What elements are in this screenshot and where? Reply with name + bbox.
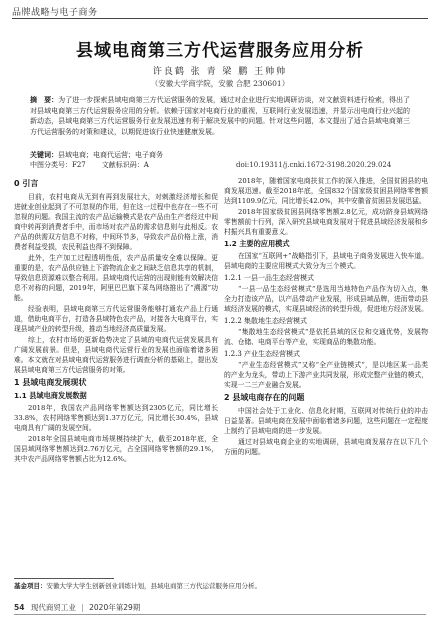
paragraph: 经验表明，县域电商第三方代运营服务能够打通农产品上行通道，借助电商平台，打造各县域特色农产品，对接各大电商平台，实现县域产业的转型升级，推动当地经济高质量发展。	[14, 305, 218, 333]
abstract-label: 摘 要：	[30, 96, 59, 104]
keywords-text: 县域电商；电商代运营；电子商务	[58, 151, 163, 159]
paragraph: 2018年国家级贫困县网络零售额2.8亿元，成功跻身县域网络零售额前十行列，深入研究县域电商发展对于促进县域经济发展和乡村振兴具有重要意义。	[224, 208, 428, 236]
keywords-label: 关键词：	[30, 151, 58, 159]
section-heading: 1.1 县域电商发展数据	[14, 391, 87, 400]
abstract	[30, 95, 410, 137]
footer-separator: |	[81, 603, 84, 612]
authors: 许良鹤 张 青 梁 鹏 王帅帅	[152, 67, 288, 77]
affiliation: （安徽大学商学院，安徽 合肥 230601）	[150, 79, 290, 88]
body-column-left	[14, 176, 218, 465]
paragraph: 2018年，我国农产品网络零售额达到2305亿元，同比增长33.8%，农村网络零售额达到1.37万亿元，同比增长30.4%，县域电商具有广阔的发展空间。	[14, 404, 218, 432]
paragraph: 中国社会处于工业化、信息化时期，互联网对传统行业的冲击日益显著。县域电商在发展中面临着诸多问题，这些问题在一定程度上制约了县域电商的进一步发展。	[224, 407, 428, 435]
section-heading: 1.2.2 集散地生态经营模式	[224, 317, 308, 325]
footnote-rule	[14, 578, 114, 579]
paragraph: 综上，农村市场的更新趋势决定了县域的电商代运营发展具有广阔发展前景。但是，县域电商代运营行业的发展也面临着诸多困难。本文就在对县域电商代运营服务进行调查分析的基础上，提出发展县域电商第三方代运营服务的对策。	[14, 336, 218, 374]
clc-number: 中图分类号：F27	[30, 161, 86, 169]
fund-label: 基金项目：	[14, 582, 47, 590]
section-heading: 1 县域电商发展现状	[14, 378, 87, 387]
section-heading: 0 引言	[14, 179, 39, 188]
paragraph: 2018年，随着国家电商扶贫工作的深入推进，全国贫困县的电商发展迅速。截至2018年底，全国832个国家级贫困县网络零售额达到1109.9亿元，同比增长42.0%，其中安徽省贫困县发展迅猛。	[224, 177, 428, 205]
footer-rule	[14, 614, 426, 615]
paragraph: “产业生态经营模式”又称“全产业链模式”，是以地区某一品类的产业为龙头，带动上下游产业共同发展，形成完整产业链的模式，实现一二三产业融合发展。	[224, 361, 428, 389]
paragraph: 目前，农村电商从无到有再到发展壮大，对刺激经济增长和促进就业创业起到了不可忽视的作用，但在这一过程中也存在一些不可忽视的问题。我国主流的农产品运输模式是农产品由生产者经过中间商中转再到消费者手中，而市场对农产品的需求信息则与此相反。农产品的供需双方信息不对称，中间环节多，导致农产品价格上涨，消费者利益受损，农民利益也得不到保障。	[14, 193, 218, 251]
abstract-text: 为了进一步探索县域电商第三方代运营服务的发展，通过对企业进行实地调研访谈，对文献资料进行检索，得出了对县域电商第三方代运营服务应用的分析。依赖于国家对电商行业的重视，互联网行业发展迅速，并显示出电商行业兴起的新动态，县域电商第三方代运营服务行业发展迅速有利于解决发展中的问题。针对这些问题，本文提出了适合县域电商第三方代运营服务的对策和建议，以期促进该行业快速健康发展。	[30, 96, 411, 136]
section-heading: 1.2 主要的应用模式	[224, 239, 290, 248]
header-rule	[12, 18, 428, 19]
paragraph: 2018年全国县域电商市场规模持续扩大，截至2018年底，全国县域网络零售额达到2.76万亿元，占全国网络零售额的29.1%，其中农产品网络零售额占比为12.6%。	[14, 435, 218, 463]
paragraph: “集散地生态经营模式”是依托县域的区位和交通优势，发展物流、仓储、电商平台等产业，实现商品的集散功能。	[224, 328, 428, 346]
page-number: 54	[14, 603, 25, 612]
section-heading: 1.2.3 产业生态经营模式	[224, 350, 301, 358]
fund-text: 安徽大学大学生创新创业训练计划，县域电商第三方代运营服务应用分析。	[46, 582, 261, 590]
paragraph: 通过对县域电商企业的实地调研，县域电商发展存在以下几个方面的问题。	[224, 438, 428, 456]
keywords	[30, 150, 410, 160]
paragraph: “一县一品生态经营模式”是选用当地特色产品作为切入点，集全力打造该产品，以产品带动产业发展，形成县域品牌，进而带动县域经济发展的模式，实现县域经济的转型升级，促进地方经济发展。	[224, 285, 428, 313]
paragraph: 在国家“互联网+”战略指引下，县域电子商务发展进入快车道。县域电商的主要应用模式大致分为三个模式。	[224, 252, 428, 270]
running-header	[0, 0, 440, 22]
funding-note	[14, 581, 426, 590]
section-label: 品牌战略与电子商务	[12, 8, 98, 18]
document-code: 文献标识码：A	[101, 161, 149, 169]
doi: doi:10.19311/j.cnki.1672-3198.2020.29.024	[236, 161, 392, 169]
journal-name: 现代商贸工业	[30, 603, 76, 612]
body-column-right	[224, 176, 428, 458]
section-heading: 2 县域电商存在的问题	[224, 393, 305, 402]
issue-label: 2020年第29期	[89, 603, 141, 612]
page-footer	[14, 602, 140, 613]
article-title: 县域电商第三方代运营服务应用分析	[76, 41, 364, 61]
paragraph: 此外，生产加工过程透明性低，农产品质量安全难以保障。更重要的是，农产品供应链上下游物流企业之间缺乏信息共享的机制，导致信息资源难以整合利用。县域电商代运营的出现则能有效解决信息不对称的问题，2019年，阿里巴巴旗下菜鸟网络推出了“溯源”功能。	[14, 254, 218, 302]
section-heading: 1.2.1 一县一品生态经营模式	[224, 274, 315, 282]
